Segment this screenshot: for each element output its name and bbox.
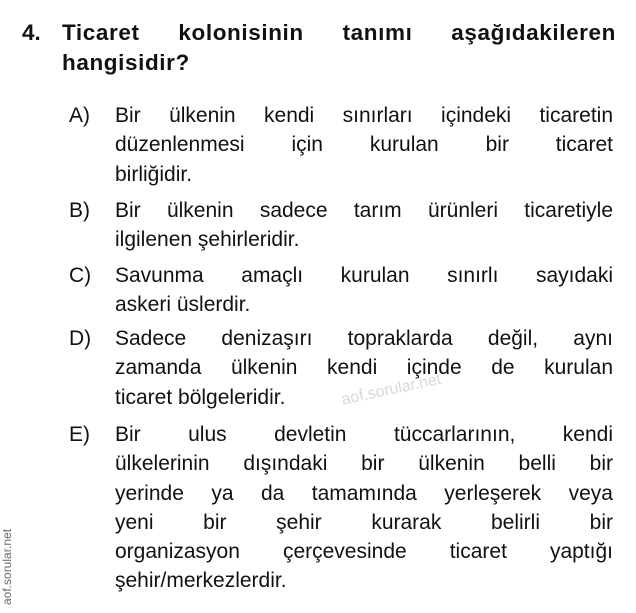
option-text-line: şehir/merkezlerdir.	[115, 569, 287, 593]
option-label: B)	[69, 199, 90, 222]
option-text-line: yerinde ya da tamamında yerleşerek veya	[115, 481, 613, 505]
option-text-line: yeni bir şehir kurarak belirli bir	[115, 510, 613, 534]
option-label: E)	[69, 423, 90, 446]
option-text-line: Bir ulus devletin tüccarlarının, kendi	[115, 423, 613, 446]
option-label: C)	[69, 264, 92, 287]
option-text-line: zamanda ülkenin kendi içinde de kurulan	[115, 356, 613, 380]
question-text	[62, 18, 616, 78]
option-text	[115, 261, 613, 320]
option-text-line: askeri üslerdir.	[115, 293, 251, 317]
option-text-line: birliğidir.	[115, 162, 193, 186]
question-number: 4.	[22, 20, 41, 45]
option-text-line: organizasyon çerçevesinde ticaret yaptığı	[115, 540, 613, 564]
question-text-line: hangisidir?	[62, 50, 190, 75]
option-text-line: ilgilenen şehirleridir.	[115, 228, 300, 252]
option-label: D)	[69, 327, 92, 350]
option-text	[115, 420, 613, 596]
option-label: A)	[69, 104, 90, 127]
watermark-center: aof.sorular.net	[340, 370, 443, 409]
option-text-line: ülkelerinin dışındaki bir ülkenin belli bir	[115, 452, 613, 476]
option-text-line: Bir ülkenin sadece tarım ürünleri ticaretiyle	[115, 199, 613, 222]
option-text-line: ticaret bölgeleridir.	[115, 385, 286, 409]
watermark-side: aof.sorular.net	[0, 528, 14, 605]
question-text-line: Ticaret kolonisinin tanımı aşağıdakileren	[62, 20, 616, 45]
option-text	[115, 101, 613, 189]
option-text-line: Bir ülkenin kendi sınırları içindeki ticaretin	[115, 104, 613, 127]
option-text-line: düzenlenmesi için kurulan bir ticaret	[115, 133, 613, 157]
option-text	[115, 196, 613, 255]
option-text-line: Sadece denizaşırı topraklarda değil, aynı	[115, 327, 613, 350]
option-text-line: Savunma amaçlı kurulan sınırlı sayıdaki	[115, 264, 613, 287]
